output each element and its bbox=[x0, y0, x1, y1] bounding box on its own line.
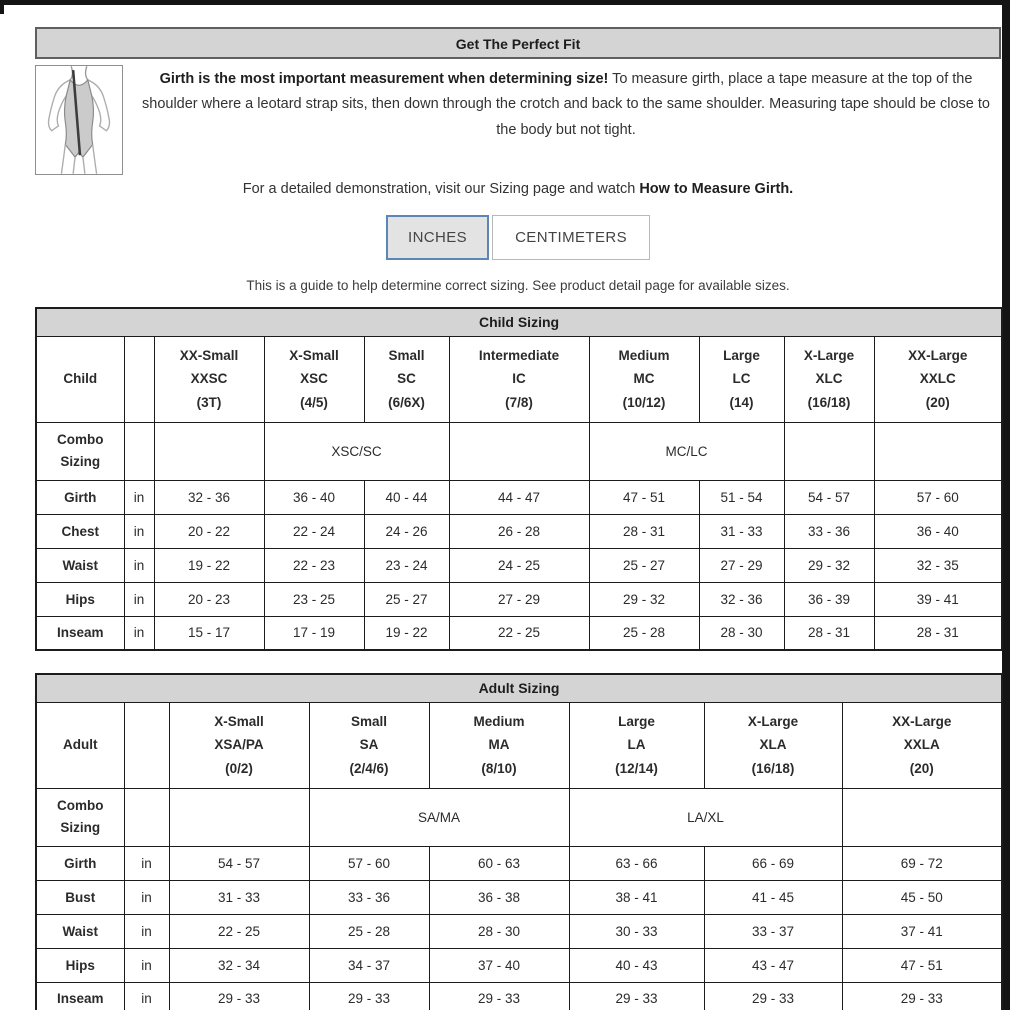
size-column-header bbox=[429, 702, 569, 788]
size-column-code: XXSC bbox=[190, 371, 228, 387]
measurement-label: Waist bbox=[36, 914, 124, 948]
measurement-label: Girth bbox=[36, 480, 124, 514]
measurement-range-cell: 28 - 30 bbox=[699, 616, 784, 650]
size-column-name: Medium bbox=[618, 347, 670, 363]
measurement-range-cell: 51 - 54 bbox=[699, 480, 784, 514]
demo-reference-line bbox=[35, 181, 1001, 197]
measurement-range-cell: 69 - 72 bbox=[842, 846, 1002, 880]
window-edge-corner bbox=[0, 0, 4, 14]
measurement-range-cell: 47 - 51 bbox=[589, 480, 699, 514]
measurement-range-cell: 32 - 36 bbox=[154, 480, 264, 514]
combo-cell: SA/MA bbox=[309, 788, 569, 846]
measurement-range-cell: 29 - 32 bbox=[784, 548, 874, 582]
size-column-name: X-Large bbox=[747, 713, 799, 729]
unit-cell: in bbox=[124, 914, 169, 948]
size-column-name: X-Small bbox=[214, 713, 264, 729]
unit-cell: in bbox=[124, 880, 169, 914]
measurement-range-cell: 20 - 22 bbox=[154, 514, 264, 548]
size-column-header bbox=[699, 336, 784, 422]
measurement-range-cell: 29 - 33 bbox=[704, 982, 842, 1010]
measurement-range-cell: 32 - 34 bbox=[169, 948, 309, 982]
unit-cell: in bbox=[124, 948, 169, 982]
table-title: Child Sizing bbox=[36, 308, 1002, 336]
measurement-label: Hips bbox=[36, 582, 124, 616]
size-column-sizes: (20) bbox=[925, 394, 950, 410]
measurement-range-cell: 54 - 57 bbox=[169, 846, 309, 880]
measurement-label: Inseam bbox=[36, 616, 124, 650]
measurement-range-cell: 43 - 47 bbox=[704, 948, 842, 982]
size-column-sizes: (10/12) bbox=[622, 394, 666, 410]
unit-column-header bbox=[124, 336, 154, 422]
unit-toggle-group bbox=[35, 215, 1001, 260]
sizing-guide-page bbox=[35, 27, 1001, 1010]
measurement-label: Bust bbox=[36, 880, 124, 914]
size-column-name: Medium bbox=[473, 713, 525, 729]
measurement-range-cell: 36 - 38 bbox=[429, 880, 569, 914]
measurement-range-cell: 29 - 33 bbox=[842, 982, 1002, 1010]
measurement-range-cell: 40 - 44 bbox=[364, 480, 449, 514]
measurement-range-cell: 19 - 22 bbox=[364, 616, 449, 650]
table-group-label: Adult bbox=[36, 702, 124, 788]
size-column-code: XSC bbox=[300, 371, 328, 387]
combo-cell bbox=[449, 422, 589, 480]
size-column-code: LC bbox=[732, 371, 751, 387]
size-column-code: XLC bbox=[815, 371, 843, 387]
size-column-sizes: (14) bbox=[729, 394, 754, 410]
measurement-label: Hips bbox=[36, 948, 124, 982]
measurement-range-cell: 25 - 27 bbox=[589, 548, 699, 582]
measurement-range-cell: 44 - 47 bbox=[449, 480, 589, 514]
measurement-range-cell: 60 - 63 bbox=[429, 846, 569, 880]
size-column-code: XXLA bbox=[903, 737, 940, 753]
measurement-range-cell: 19 - 22 bbox=[154, 548, 264, 582]
measurement-range-cell: 40 - 43 bbox=[569, 948, 704, 982]
measurement-range-cell: 37 - 41 bbox=[842, 914, 1002, 948]
size-column-sizes: (8/10) bbox=[481, 760, 517, 776]
measurement-range-cell: 28 - 31 bbox=[589, 514, 699, 548]
combo-sizing-label: Combo Sizing bbox=[36, 788, 124, 846]
size-column-code: XLA bbox=[759, 737, 787, 753]
girth-instructions bbox=[123, 65, 1001, 175]
size-column-code: XXLC bbox=[919, 371, 956, 387]
girth-instructions-body: To measure girth, place a tape measure at the top of the shoulder where a leotard strap sits, then down through the crotch and back to the same shoulder. Measuring tape should be close to the body but not tight. bbox=[142, 71, 990, 138]
combo-cell bbox=[842, 788, 1002, 846]
measurement-range-cell: 33 - 36 bbox=[784, 514, 874, 548]
measurement-range-cell: 54 - 57 bbox=[784, 480, 874, 514]
combo-unit-cell bbox=[124, 788, 169, 846]
measurement-range-cell: 25 - 28 bbox=[589, 616, 699, 650]
measurement-range-cell: 28 - 30 bbox=[429, 914, 569, 948]
measurement-range-cell: 28 - 31 bbox=[784, 616, 874, 650]
size-column-sizes: (12/14) bbox=[615, 760, 658, 776]
measurement-range-cell: 34 - 37 bbox=[309, 948, 429, 982]
measurement-range-cell: 31 - 33 bbox=[699, 514, 784, 548]
unit-cell: in bbox=[124, 982, 169, 1010]
unit-cell: in bbox=[124, 846, 169, 880]
unit-column-header bbox=[124, 702, 169, 788]
measurement-range-cell: 32 - 35 bbox=[874, 548, 1002, 582]
size-column-header bbox=[154, 336, 264, 422]
size-column-header bbox=[169, 702, 309, 788]
measurement-range-cell: 29 - 33 bbox=[429, 982, 569, 1010]
measurement-range-cell: 25 - 27 bbox=[364, 582, 449, 616]
measurement-label: Inseam bbox=[36, 982, 124, 1010]
measurement-range-cell: 41 - 45 bbox=[704, 880, 842, 914]
size-column-sizes: (0/2) bbox=[225, 760, 253, 776]
window-edge-top bbox=[0, 0, 1010, 5]
size-column-name: XX-Small bbox=[179, 347, 239, 363]
size-column-sizes: (2/4/6) bbox=[349, 760, 389, 776]
size-column-sizes: (6/6X) bbox=[388, 394, 425, 410]
size-column-header bbox=[784, 336, 874, 422]
measurement-range-cell: 57 - 60 bbox=[309, 846, 429, 880]
leotard-girth-diagram bbox=[35, 65, 123, 175]
combo-cell: LA/XL bbox=[569, 788, 842, 846]
measurement-range-cell: 17 - 19 bbox=[264, 616, 364, 650]
demo-reference-video-title: How to Measure Girth. bbox=[639, 181, 794, 197]
measurement-label: Chest bbox=[36, 514, 124, 548]
measurement-range-cell: 39 - 41 bbox=[874, 582, 1002, 616]
measurement-range-cell: 22 - 25 bbox=[169, 914, 309, 948]
inches-button[interactable]: INCHES bbox=[386, 215, 489, 260]
combo-cell bbox=[154, 422, 264, 480]
combo-cell bbox=[874, 422, 1002, 480]
girth-intro-section bbox=[35, 65, 1001, 175]
measurement-range-cell: 29 - 32 bbox=[589, 582, 699, 616]
centimeters-button[interactable]: CENTIMETERS bbox=[492, 215, 650, 260]
measurement-range-cell: 37 - 40 bbox=[429, 948, 569, 982]
measurement-range-cell: 28 - 31 bbox=[874, 616, 1002, 650]
size-column-code: MA bbox=[488, 737, 510, 753]
size-column-name: Small bbox=[350, 713, 388, 729]
measurement-label: Girth bbox=[36, 846, 124, 880]
measurement-range-cell: 29 - 33 bbox=[309, 982, 429, 1010]
size-column-code: XSA/PA bbox=[214, 737, 264, 753]
unit-cell: in bbox=[124, 480, 154, 514]
window-edge-right bbox=[1002, 0, 1010, 1010]
girth-instructions-emphasis: Girth is the most important measurement when determining size! bbox=[159, 71, 609, 87]
measurement-range-cell: 23 - 25 bbox=[264, 582, 364, 616]
combo-unit-cell bbox=[124, 422, 154, 480]
measurement-range-cell: 57 - 60 bbox=[874, 480, 1002, 514]
size-column-name: XX-Large bbox=[892, 713, 952, 729]
size-column-sizes: (16/18) bbox=[751, 760, 795, 776]
measurement-range-cell: 20 - 23 bbox=[154, 582, 264, 616]
combo-cell: MC/LC bbox=[589, 422, 784, 480]
measurement-range-cell: 45 - 50 bbox=[842, 880, 1002, 914]
measurement-range-cell: 26 - 28 bbox=[449, 514, 589, 548]
size-column-sizes: (4/5) bbox=[300, 394, 328, 410]
demo-reference-text: For a detailed demonstration, visit our Sizing page and watch bbox=[242, 181, 640, 197]
size-column-header bbox=[449, 336, 589, 422]
size-column-sizes: (7/8) bbox=[505, 394, 533, 410]
measurement-range-cell: 27 - 29 bbox=[699, 548, 784, 582]
measurement-range-cell: 32 - 36 bbox=[699, 582, 784, 616]
measurement-range-cell: 38 - 41 bbox=[569, 880, 704, 914]
combo-cell bbox=[169, 788, 309, 846]
measurement-range-cell: 22 - 24 bbox=[264, 514, 364, 548]
size-column-code: SA bbox=[359, 737, 379, 753]
measurement-range-cell: 22 - 25 bbox=[449, 616, 589, 650]
combo-cell: XSC/SC bbox=[264, 422, 449, 480]
measurement-range-cell: 36 - 40 bbox=[264, 480, 364, 514]
measurement-range-cell: 15 - 17 bbox=[154, 616, 264, 650]
size-column-code: MC bbox=[633, 371, 655, 387]
size-column-header bbox=[874, 336, 1002, 422]
measurement-range-cell: 66 - 69 bbox=[704, 846, 842, 880]
measurement-range-cell: 23 - 24 bbox=[364, 548, 449, 582]
measurement-range-cell: 31 - 33 bbox=[169, 880, 309, 914]
size-column-header bbox=[264, 336, 364, 422]
measurement-range-cell: 24 - 26 bbox=[364, 514, 449, 548]
size-column-header bbox=[842, 702, 1002, 788]
size-column-header bbox=[569, 702, 704, 788]
measurement-range-cell: 47 - 51 bbox=[842, 948, 1002, 982]
child-sizing-table bbox=[35, 307, 1003, 651]
size-column-name: X-Large bbox=[803, 347, 855, 363]
size-column-sizes: (3T) bbox=[196, 394, 222, 410]
measurement-label: Waist bbox=[36, 548, 124, 582]
combo-sizing-label: Combo Sizing bbox=[36, 422, 124, 480]
measurement-range-cell: 36 - 39 bbox=[784, 582, 874, 616]
combo-cell bbox=[784, 422, 874, 480]
table-title: Adult Sizing bbox=[36, 674, 1002, 702]
measurement-range-cell: 29 - 33 bbox=[569, 982, 704, 1010]
unit-cell: in bbox=[124, 616, 154, 650]
table-group-label: Child bbox=[36, 336, 124, 422]
size-column-header bbox=[309, 702, 429, 788]
leotard-figure-icon bbox=[36, 66, 122, 174]
measurement-range-cell: 25 - 28 bbox=[309, 914, 429, 948]
size-column-sizes: (16/18) bbox=[807, 394, 851, 410]
measurement-range-cell: 22 - 23 bbox=[264, 548, 364, 582]
measurement-range-cell: 29 - 33 bbox=[169, 982, 309, 1010]
size-column-name: Large bbox=[723, 347, 760, 363]
size-column-name: Small bbox=[388, 347, 425, 363]
measurement-range-cell: 36 - 40 bbox=[874, 514, 1002, 548]
size-column-name: X-Small bbox=[289, 347, 339, 363]
measurement-range-cell: 27 - 29 bbox=[449, 582, 589, 616]
size-column-code: SC bbox=[397, 371, 416, 387]
size-column-name: Intermediate bbox=[478, 347, 560, 363]
measurement-range-cell: 63 - 66 bbox=[569, 846, 704, 880]
size-column-name: Large bbox=[618, 713, 655, 729]
page-title: Get The Perfect Fit bbox=[35, 27, 1001, 59]
sizing-guide-note: This is a guide to help determine correct sizing. See product detail page for available sizes. bbox=[246, 278, 790, 293]
measurement-range-cell: 24 - 25 bbox=[449, 548, 589, 582]
unit-cell: in bbox=[124, 548, 154, 582]
size-column-header bbox=[364, 336, 449, 422]
size-column-header bbox=[704, 702, 842, 788]
unit-cell: in bbox=[124, 582, 154, 616]
measurement-range-cell: 30 - 33 bbox=[569, 914, 704, 948]
size-column-header bbox=[589, 336, 699, 422]
measurement-range-cell: 33 - 36 bbox=[309, 880, 429, 914]
size-column-name: XX-Large bbox=[908, 347, 968, 363]
measurement-range-cell: 33 - 37 bbox=[704, 914, 842, 948]
size-column-code: IC bbox=[512, 371, 526, 387]
size-column-sizes: (20) bbox=[909, 760, 934, 776]
size-column-code: LA bbox=[627, 737, 646, 753]
adult-sizing-table bbox=[35, 673, 1003, 1010]
unit-cell: in bbox=[124, 514, 154, 548]
